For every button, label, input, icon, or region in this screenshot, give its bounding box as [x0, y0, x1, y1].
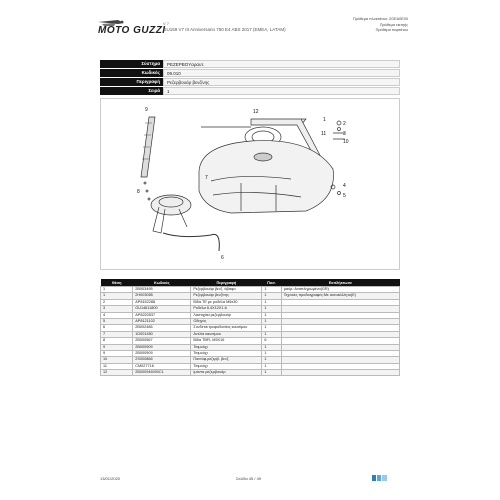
info-value: 09.010: [163, 69, 400, 77]
column-header: Κωδικός: [133, 279, 191, 287]
table-cell: 2B000946000C1: [133, 370, 191, 376]
table-cell: 2: [101, 299, 133, 305]
table-cell: 1: [262, 344, 281, 350]
info-label: Κωδικός: [100, 69, 163, 77]
pricelist-line-1: Πρόθεμα πλοκτάτου: 2GEA0E00: [352, 17, 408, 21]
table-cell: GU14611800: [133, 306, 191, 312]
table-cell: Βίδα TBFL M5X16: [191, 338, 262, 344]
table-cell: Τεχνικές προδιαγραφές:Με αυτοκόλλητο(Ε): [281, 293, 399, 299]
table-cell: 1: [262, 306, 281, 312]
table-cell: 2S000866: [133, 357, 191, 363]
table-cell: [281, 370, 399, 376]
callout-label: 5: [343, 193, 346, 199]
table-cell: 1D001450: [133, 331, 191, 337]
info-label: Σύστημα: [100, 60, 163, 68]
table-cell: 4: [101, 312, 133, 318]
parts-table-body: [101, 287, 400, 376]
parts-table: [100, 279, 400, 376]
info-value: Ρεζερβουάρ βενζίνης: [163, 78, 400, 86]
table-cell: 9: [101, 350, 133, 356]
table-cell: Τσιμούχι: [191, 363, 262, 369]
callout-label: 12: [253, 109, 259, 115]
table-cell: 1: [101, 287, 133, 293]
table-cell: 2H003055: [133, 293, 191, 299]
table-cell: 1: [262, 370, 281, 376]
table-cell: Ρεζερβουάρ βενζίνης: [191, 293, 262, 299]
callout-label: 10: [343, 139, 349, 145]
table-cell: 1: [262, 325, 281, 331]
fuel-tank-drawing: [101, 99, 399, 269]
table-header-row: [101, 279, 400, 287]
exploded-diagram[interactable]: [100, 98, 400, 270]
table-cell: 12: [101, 370, 133, 376]
table-cell: Συνδετικ τροφοδοσίας καυσίμου: [191, 325, 262, 331]
info-row-description: [100, 78, 400, 87]
table-cell: 2B003495: [133, 287, 191, 293]
table-cell: 1: [262, 350, 281, 356]
table-cell: 1: [262, 312, 281, 318]
table-cell: 1: [262, 331, 281, 337]
table-cell: 1: [262, 357, 281, 363]
column-header: Ποσ.: [262, 279, 281, 287]
info-row-series: [100, 87, 400, 96]
column-header: Θέση: [101, 279, 133, 287]
table-cell: 1: [262, 293, 281, 299]
table-cell: AP8220537: [133, 312, 191, 318]
table-cell: μαύρ.:Αναπληρωμένο(GR): [281, 287, 399, 293]
info-label: Σειρά: [100, 87, 163, 95]
table-cell: AP8121102: [133, 318, 191, 324]
info-value: 1: [163, 87, 400, 95]
callout-label: 7: [205, 175, 208, 181]
table-cell: AP8152288: [133, 299, 191, 305]
table-cell: Παντόφ.ρεζερβ. βενζ.: [191, 357, 262, 363]
table-cell: 11: [101, 363, 133, 369]
table-cell: 3: [101, 306, 133, 312]
model-short: V 7: [163, 21, 170, 26]
table-cell: Οδηγός: [191, 318, 262, 324]
callout-label: 2: [343, 121, 346, 127]
table-cell: 2B002486: [133, 325, 191, 331]
table-cell: 10: [101, 357, 133, 363]
pricelist-line-2: Πρόθεμα εικτηής: [379, 23, 408, 27]
table-cell: Ροδέλα 6.4X12X1.6: [191, 306, 262, 312]
table-cell: 1: [262, 318, 281, 324]
table-cell: 5: [101, 318, 133, 324]
table-cell: 8: [101, 338, 133, 344]
pricelist-info: [353, 16, 408, 28]
info-row-system: [100, 60, 400, 69]
table-cell: Λαστιχάκι ρεζερβουάρ: [191, 312, 262, 318]
group-info: [100, 60, 400, 96]
table-cell: CM027716: [133, 363, 191, 369]
callout-label: 3: [343, 131, 346, 137]
page-number: Σελίδα 45 / 49: [236, 476, 262, 481]
table-cell: Τσιμούχι: [191, 344, 262, 350]
callout-label: 9: [145, 107, 148, 113]
info-label: Περιγραφή: [100, 78, 163, 86]
table-cell: Ρεζερβουάρ βενζ. άβαφο: [191, 287, 262, 293]
pricelist-line-3: Πρόθεμα παρτάτου: [375, 28, 408, 32]
callout-label: 11: [321, 131, 327, 137]
table-cell: Βίδα TE με ροδέλα M6x30: [191, 299, 262, 305]
print-date: 13/01/2020: [100, 476, 121, 481]
table-cell: 1: [262, 363, 281, 369]
table-cell: 1: [262, 299, 281, 305]
table-cell: 9: [101, 344, 133, 350]
table-cell: Τσιμούχι: [191, 350, 262, 356]
table-cell: 1: [262, 287, 281, 293]
callout-label: 6: [221, 255, 224, 261]
column-header: Εκπλήκτωσε: [281, 279, 399, 287]
brand-name: MOTO GUZZI: [98, 25, 166, 34]
publisher-logo-icon: [372, 474, 388, 482]
info-row-code: [100, 69, 400, 78]
callout-label: 8: [137, 189, 140, 195]
info-value: PEZEPBOYαραυτ.: [163, 60, 400, 68]
table-cell: Ιμάντα ρεζερβουάρ: [191, 370, 262, 376]
table-cell: 1: [101, 293, 133, 299]
model-full: GU159 V7 III Anniversario 750 E4 ABS 2017 (EMEA, LATAM): [163, 27, 286, 32]
table-cell: 2B000909: [133, 344, 191, 350]
table-row: [101, 370, 400, 376]
table-cell: 6: [101, 325, 133, 331]
table-cell: 2B000567: [133, 338, 191, 344]
table-cell: 6: [262, 338, 281, 344]
table-cell: 7: [101, 331, 133, 337]
callout-label: 1: [323, 117, 326, 123]
table-cell: 2B000909: [133, 350, 191, 356]
callout-label: 4: [343, 183, 346, 189]
column-header: Περιγραφή: [191, 279, 262, 287]
table-cell: Αντλία καυσίμου: [191, 331, 262, 337]
